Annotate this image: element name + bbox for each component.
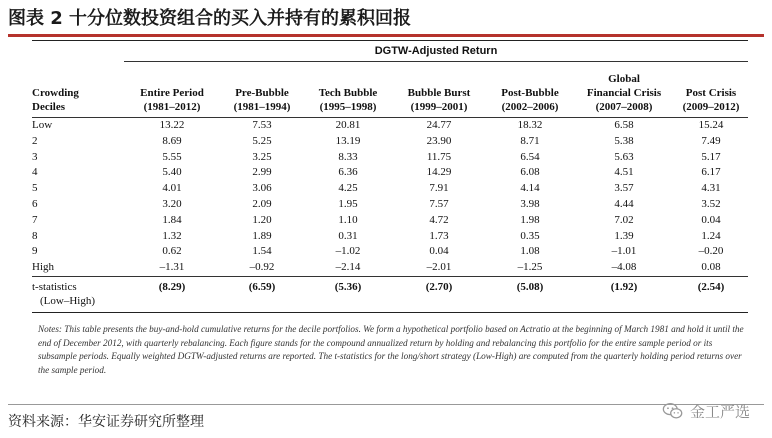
table-cell: 6.17 [701,166,721,179]
column-header [674,62,748,118]
column-header-line2: Financial Crisis [586,87,662,99]
row-label: 7 [32,213,38,226]
column-header-line3: (1981–2012) [143,101,201,113]
table-cell: 0.31 [338,229,358,242]
table-row [32,181,748,197]
table-cell: 5.25 [252,134,272,147]
row-label: Low [32,119,53,131]
table-cell: 4.72 [429,213,449,226]
column-header-line3: (2002–2006) [501,101,559,113]
table-cell: 14.29 [426,166,452,179]
column-header-line2: Post Crisis [685,87,737,99]
tstat-row [32,276,748,312]
table-cell: 1.84 [162,213,182,226]
table-cell: 1.20 [252,213,272,226]
column-header-line2: Tech Bubble [318,87,378,99]
table-cell: 0.04 [429,245,449,258]
table-cell: 24.77 [426,119,452,131]
table-cell: 8.69 [162,134,182,147]
table-row [32,229,748,245]
group-header-spacer [32,41,124,62]
table-cell: 2.09 [252,197,272,210]
table-cell: 4.51 [614,166,634,179]
table-cell: 1.95 [338,197,358,210]
row-label: 4 [32,166,38,179]
table-cell: 6.36 [338,166,358,179]
source-note: 资料来源：华安证券研究所整理 [8,404,764,431]
table-row [32,150,748,166]
table-cell: –1.02 [335,245,361,258]
table-cell: 6.58 [614,119,634,131]
column-header-line2: Bubble Burst [407,87,471,99]
column-header-line3: (1995–1998) [319,101,377,113]
table-cell: 13.19 [335,134,361,147]
table-cell: 1.24 [701,229,721,242]
column-header [486,62,574,118]
table-row [32,197,748,213]
row-label: 9 [32,245,38,258]
table-cell: 0.62 [162,245,182,258]
tstat-label-line2: (Low–High) [40,294,95,307]
table-cell: 4.25 [338,182,358,195]
table-cell: 8.71 [520,134,540,147]
table-row [32,244,748,260]
table-cell: 0.08 [701,261,721,274]
table-cell: –2.01 [426,261,452,274]
tstat-label [32,276,124,312]
row-header-line1: Crowding [32,87,79,99]
tstat-label-line1: t-statistics [32,280,77,293]
table-cell: 5.55 [162,150,182,163]
table-cell: –0.92 [249,261,275,274]
tstat-cell: (5.08) [486,276,574,312]
watermark [662,398,750,424]
tstat-cell: (2.70) [392,276,486,312]
tstat-cell: (2.54) [674,276,748,312]
row-header-line2: Deciles [32,101,65,113]
table-cell: 20.81 [335,119,361,131]
row-label: 3 [32,150,38,163]
table-row [32,118,748,134]
table-cell: 4.31 [701,182,721,195]
wechat-icon [662,400,684,422]
column-header [304,62,392,118]
group-header: DGTW-Adjusted Return [124,41,748,62]
table-cell: 11.75 [426,150,452,163]
column-header-line2: Post-Bubble [501,87,559,99]
table-cell: 1.08 [520,245,540,258]
table-cell: 5.40 [162,166,182,179]
column-header [220,62,304,118]
column-header [574,62,674,118]
watermark-text: 金工严选 [689,402,750,421]
table-cell: 4.44 [614,197,634,210]
row-header [32,62,124,118]
table-cell: 4.14 [520,182,540,195]
returns-table [32,40,748,313]
table-cell: 1.39 [614,229,634,242]
table-cell: 7.02 [614,213,634,226]
table-cell: 7.49 [701,134,721,147]
row-label: 5 [32,182,38,195]
column-header-line3: (1999–2001) [410,101,468,113]
table-cell: 3.57 [614,182,634,195]
table-cell: 0.35 [520,229,540,242]
tstat-cell: (6.59) [220,276,304,312]
row-label: 8 [32,229,38,242]
table-cell: 1.98 [520,213,540,226]
tstat-cell: (1.92) [574,276,674,312]
table-cell: –2.14 [335,261,361,274]
column-header-line3: (2009–2012) [682,101,740,113]
row-label: High [32,261,54,274]
table-cell: 7.91 [429,182,449,195]
column-header-line2: Entire Period [140,87,204,99]
column-header [124,62,220,118]
tstat-cell: (5.36) [304,276,392,312]
table-cell: 6.08 [520,166,540,179]
table-cell: 1.89 [252,229,272,242]
table-cell: 2.99 [252,166,272,179]
tstat-cell: (8.29) [124,276,220,312]
table-cell: 5.38 [614,134,634,147]
table-cell: 8.33 [338,150,358,163]
table-row [32,134,748,150]
table-cell: 4.01 [162,182,182,195]
table-cell: 6.54 [520,150,540,163]
table-cell: 3.52 [701,197,721,210]
table-cell: 13.22 [159,119,185,131]
table-cell: 18.32 [517,119,543,131]
table-cell: 0.04 [701,213,721,226]
table-notes: Notes: This table presents the buy-and-hold cumulative returns for the decile portfolios. We form a hypothetical portfolio based on Actratio at the beginning of March 1981 and hold it until the end of December 2012, with quarterly rebalancing. Each figure stands for the compound annualized return by holding and rebalancing this portfolio for the entire sample period or its subsample periods. Equally weighted DGTW-adjusted returns are reported. The t-statistics for the long/short strategy (Low-High) are computed from the quarterly holding period returns over the sample period. [38,324,744,375]
table-cell: 3.98 [520,197,540,210]
table-cell: 15.24 [698,119,724,131]
table-row [32,165,748,181]
table-row [32,260,748,276]
table-cell: 5.63 [614,150,634,163]
column-header-line2: Pre-Bubble [235,87,289,99]
table-cell: 1.10 [338,213,358,226]
table-cell: 1.32 [162,229,182,242]
table-cell: –1.01 [611,245,637,258]
figure-title: 图表 2 十分位数投资组合的买入并持有的累积回报 [8,4,764,37]
table-cell: 3.06 [252,182,272,195]
table-cell: 1.73 [429,229,449,242]
table-cell: 7.57 [429,197,449,210]
table-cell: 5.17 [701,150,721,163]
table-row [32,213,748,229]
column-header [392,62,486,118]
row-label: 2 [32,134,38,147]
table-cell: 7.53 [252,119,272,131]
table-cell: 3.25 [252,150,272,163]
table-cell: –1.25 [517,261,543,274]
table-cell: 3.20 [162,197,182,210]
table-cell: –0.20 [698,245,724,258]
table-cell: –4.08 [611,261,637,274]
column-header-line3: (1981–1994) [233,101,291,113]
table-cell: 23.90 [426,134,452,147]
column-header-line3: (2007–2008) [595,101,653,113]
column-header-line1: Global [608,73,640,85]
row-label: 6 [32,197,38,210]
table-cell: 1.54 [252,245,272,258]
table-cell: –1.31 [159,261,185,274]
